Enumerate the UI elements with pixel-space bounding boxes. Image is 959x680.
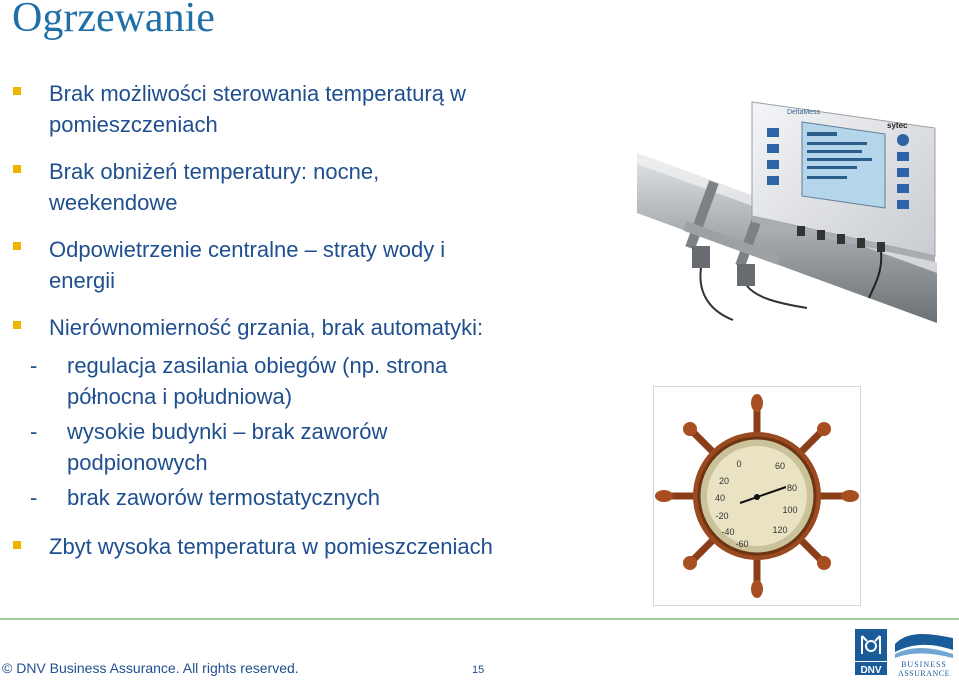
- dial-label: 0: [736, 459, 742, 469]
- dash-marker: -: [30, 419, 38, 444]
- dnv-logo: [854, 628, 888, 676]
- bullet-item: Brak obniżeń temperatury: nocne, weekendowe: [49, 159, 380, 215]
- slide-title: Ogrzewanie: [12, 0, 215, 41]
- dial-label: 20: [718, 476, 730, 486]
- sub-bullet-item: brak zaworów termostatycznych: [67, 485, 380, 510]
- device-header-label: DeltaMess: [787, 109, 821, 116]
- logo-line2: ASSURANCE: [897, 669, 951, 678]
- logo-line1: BUSINESS: [901, 660, 947, 669]
- dial-label: -60: [735, 539, 749, 549]
- thermometer-photo: [653, 386, 861, 606]
- bullet-item: Zbyt wysoka temperatura w pomieszczeniach: [49, 534, 493, 559]
- flow-meter-photo: [637, 98, 937, 326]
- bullet-marker: [13, 321, 21, 329]
- sub-bullet-item: regulacja zasilania obiegów (np. strona północna i południowa): [67, 353, 448, 409]
- dial-label: 100: [782, 505, 798, 515]
- dash-marker: -: [30, 485, 38, 510]
- bullet-item: Odpowietrzenie centralne – straty wody i energii: [49, 237, 446, 293]
- bullet-marker: [13, 242, 21, 250]
- dial-label: 80: [786, 483, 798, 493]
- dial-label: -40: [721, 527, 735, 537]
- svg-text:DNV: DNV: [860, 665, 882, 676]
- dial-label: 120: [772, 525, 788, 535]
- dial-label: 60: [774, 461, 786, 471]
- footer-divider: [0, 618, 959, 620]
- bullet-item: Brak możliwości sterowania temperaturą w pomieszczeniach: [49, 81, 466, 137]
- bullet-marker: [13, 541, 21, 549]
- bullet-item: Nierównomierność grzania, brak automatyki:: [49, 315, 484, 340]
- bullet-marker: [13, 165, 21, 173]
- business-assurance-logo: [893, 630, 955, 678]
- sub-bullet-item: wysokie budynki – brak zaworów podpionowych: [67, 419, 388, 475]
- device-brand: sytec: [887, 121, 908, 130]
- dial-label: 40: [714, 493, 726, 503]
- dial-label: -20: [715, 511, 729, 521]
- dash-marker: -: [30, 353, 38, 378]
- bullet-marker: [13, 87, 21, 95]
- footer-copyright: © DNV Business Assurance. All rights reserved.: [2, 660, 299, 676]
- page-number: 15: [472, 664, 485, 676]
